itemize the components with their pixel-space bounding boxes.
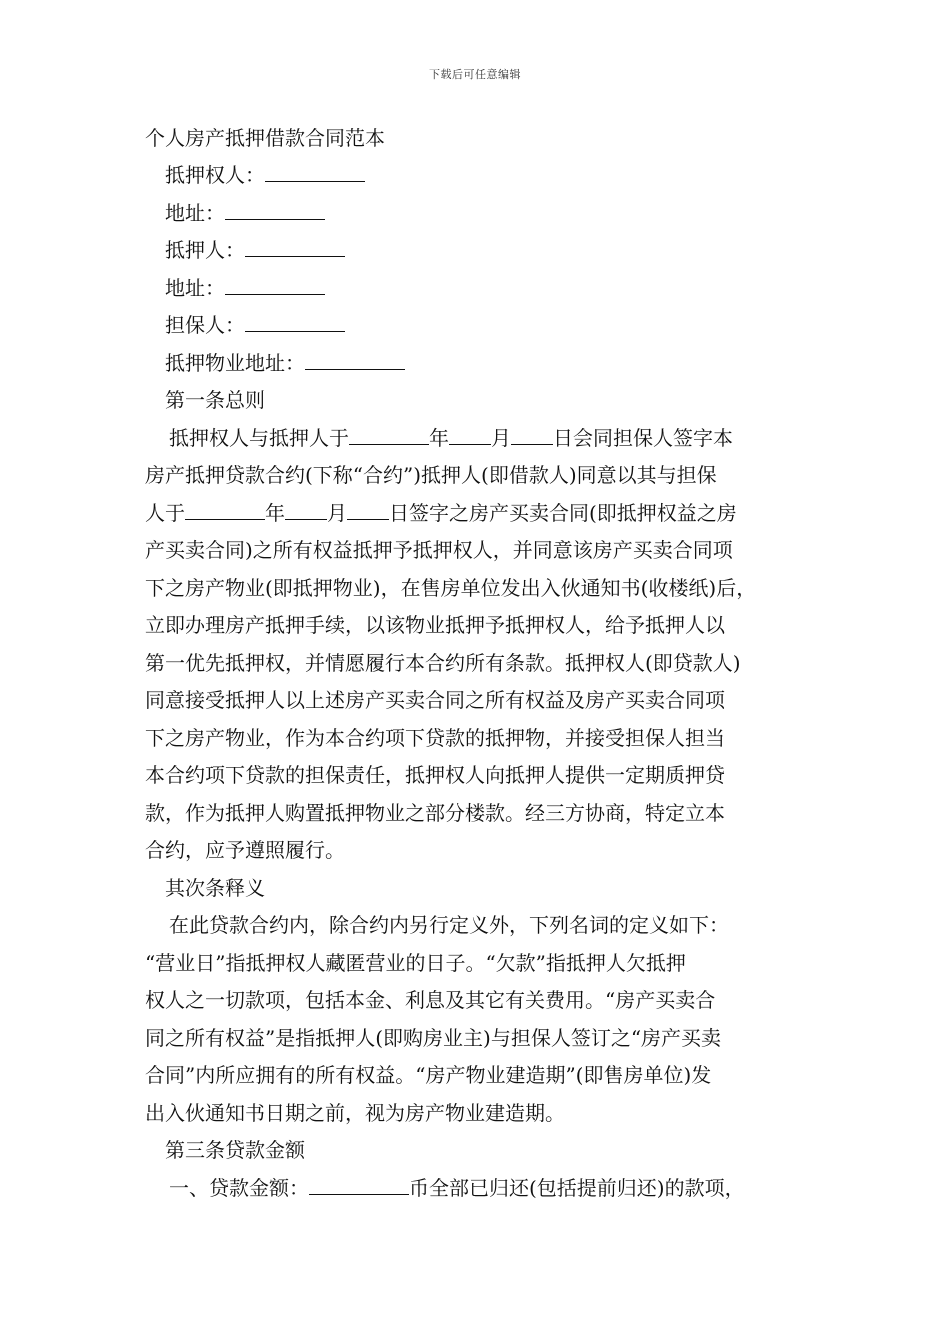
header-note: 下载后可任意编辑 xyxy=(429,68,521,81)
fill-blank xyxy=(349,424,429,445)
fill-blank xyxy=(309,1174,409,1195)
fill-blank xyxy=(449,424,491,445)
article-3-heading: 第三条贷款金额 xyxy=(165,1138,305,1162)
article-2-paragraph xyxy=(145,907,810,1132)
paragraph-line: 在此贷款合约内，除合约内另行定义外，下列名词的定义如下： xyxy=(169,913,729,937)
field-mortgagee xyxy=(145,157,810,195)
article-3-paragraph xyxy=(145,1170,810,1208)
article-1-paragraph xyxy=(145,420,810,870)
document-body xyxy=(145,120,810,1207)
paragraph-line: 同意接受抵押人以上述房产买卖合同之所有权益及房产买卖合同项 xyxy=(145,688,725,712)
fill-blank xyxy=(347,499,389,520)
text-segment: 币全部已归还(包括提前归还)的款项， xyxy=(409,1175,745,1200)
field-label: 地址： xyxy=(165,275,225,300)
paragraph-line: 权人之一切款项，包括本金、利息及其它有关费用。“房产买卖合 xyxy=(145,988,716,1012)
paragraph-line: “营业日”指抵押权人藏匿营业的日子。“欠款”指抵押人欠抵押 xyxy=(145,950,686,975)
article-2-heading: 其次条释义 xyxy=(165,875,265,900)
paragraph-line: 出入伙通知书日期之前，视为房产物业建造期。 xyxy=(145,1100,565,1125)
field-label: 抵押人： xyxy=(165,238,245,262)
text-segment: 日签字之房产买卖合同(即抵押权益之房 xyxy=(389,500,737,525)
fill-blank xyxy=(245,236,345,257)
fill-blank xyxy=(305,349,405,370)
text-segment: 抵押权人与抵押人于 xyxy=(169,425,349,450)
fill-blank xyxy=(285,499,327,520)
field-property-address xyxy=(145,345,810,383)
fill-blank xyxy=(225,274,325,295)
fill-blank xyxy=(245,311,345,332)
paragraph-line: 同之所有权益”是指抵押人(即购房业主)与担保人签订之“房产买卖 xyxy=(145,1025,722,1050)
field-label: 抵押权人： xyxy=(165,163,265,187)
paragraph-line: 房产抵押贷款合约(下称“合约”)抵押人(即借款人)同意以其与担保 xyxy=(145,463,717,487)
article-1-heading: 第一条总则 xyxy=(165,388,265,412)
paragraph-line xyxy=(145,420,810,458)
text-segment: 一、贷款金额： xyxy=(169,1175,309,1200)
text-segment: 月 xyxy=(491,425,511,450)
paragraph-line: 下之房产物业(即抵押物业)，在售房单位发出入伙通知书(收楼纸)后， xyxy=(145,575,757,600)
field-label: 担保人： xyxy=(165,313,245,337)
paragraph-line: 合约，应予遵照履行。 xyxy=(145,838,345,862)
paragraph-line xyxy=(145,1170,810,1208)
paragraph-line: 合同”内所应拥有的所有权益。“房产物业建造期”(即售房单位)发 xyxy=(145,1063,712,1087)
text-segment: 人于 xyxy=(145,500,185,525)
paragraph-line: 产买卖合同)之所有权益抵押予抵押权人，并同意该房产买卖合同项 xyxy=(145,538,733,562)
fill-blank xyxy=(511,424,553,445)
document-title: 个人房产抵押借款合同范本 xyxy=(145,126,385,150)
field-mortgagor-address xyxy=(145,270,810,308)
text-segment: 年 xyxy=(429,425,449,450)
field-mortgagee-address xyxy=(145,195,810,233)
field-mortgagor xyxy=(145,232,810,270)
paragraph-line: 款，作为抵押人购置抵押物业之部分楼款。经三方协商，特定立本 xyxy=(145,800,725,825)
paragraph-line xyxy=(145,495,810,533)
text-segment: 月 xyxy=(327,500,347,525)
paragraph-line: 下之房产物业，作为本合约项下贷款的抵押物，并接受担保人担当 xyxy=(145,725,725,750)
text-segment: 年 xyxy=(265,500,285,525)
text-segment: 日会同担保人签字本 xyxy=(553,425,733,450)
field-guarantor xyxy=(145,307,810,345)
paragraph-line: 立即办理房产抵押手续，以该物业抵押予抵押权人，给予抵押人以 xyxy=(145,613,725,637)
paragraph-line: 本合约项下贷款的担保责任，抵押权人向抵押人提供一定期质押贷 xyxy=(145,763,725,787)
fill-blank xyxy=(265,161,365,182)
field-label: 地址： xyxy=(165,200,225,225)
paragraph-line: 第一优先抵押权，并情愿履行本合约所有条款。抵押权人(即贷款人) xyxy=(145,650,741,675)
field-label: 抵押物业地址： xyxy=(165,350,305,375)
fill-blank xyxy=(185,499,265,520)
fill-blank xyxy=(225,199,325,220)
